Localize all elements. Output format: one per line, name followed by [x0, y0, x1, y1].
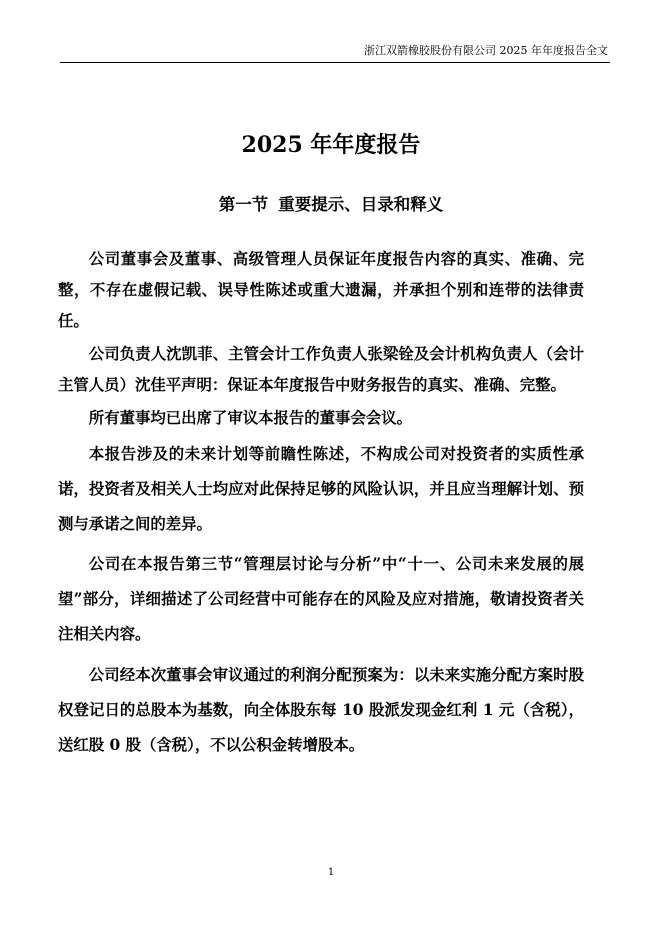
important-notice-body	[58, 244, 584, 763]
section-number: 第一节	[218, 195, 269, 214]
page-number: 1	[327, 867, 335, 878]
section-heading	[0, 193, 662, 217]
report-title: 2025 年年度报告	[241, 132, 421, 158]
paragraph-officer-statement: 公司负责人沈凯菲、主管会计工作负责人张梁铨及会计机构负责人（会计主管人员）沈佳平声明：保证本年度报告中财务报告的真实、准确、完整。	[58, 345, 584, 394]
paragraph-director-attendance: 所有董事均已出席了审议本报告的董事会会议。	[88, 409, 413, 427]
header-company-report-title: 浙江双箭橡胶股份有限公司 2025 年年度报告全文	[364, 44, 608, 57]
section-name: 重要提示、目录和释义	[278, 195, 444, 214]
paragraph-profit-distribution: 公司经本次董事会审议通过的利润分配预案为：以未来实施分配方案时股权登记日的总股本为基数，向全体股东每 10 股派发现金红利 1 元（含税），送红股 0 股（含税），不以公积金转增股本。	[58, 666, 584, 754]
page-header	[60, 44, 610, 63]
paragraph-risk-reference: 公司在本报告第三节“管理层讨论与分析”中“十一、公司未来发展的展望”部分，详细描述了公司经营中可能存在的风险及应对措施，敬请投资者关注相关内容。	[58, 555, 584, 643]
paragraph-forward-looking: 本报告涉及的未来计划等前瞻性陈述，不构成公司对投资者的实质性承诺，投资者及相关人士均应对此保持足够的风险认识，并且应当理解计划、预测与承诺之间的差异。	[58, 445, 584, 533]
paragraph-board-guarantee: 公司董事会及董事、高级管理人员保证年度报告内容的真实、准确、完整，不存在虚假记载、误导性陈述或重大遗漏，并承担个别和连带的法律责任。	[58, 250, 584, 330]
